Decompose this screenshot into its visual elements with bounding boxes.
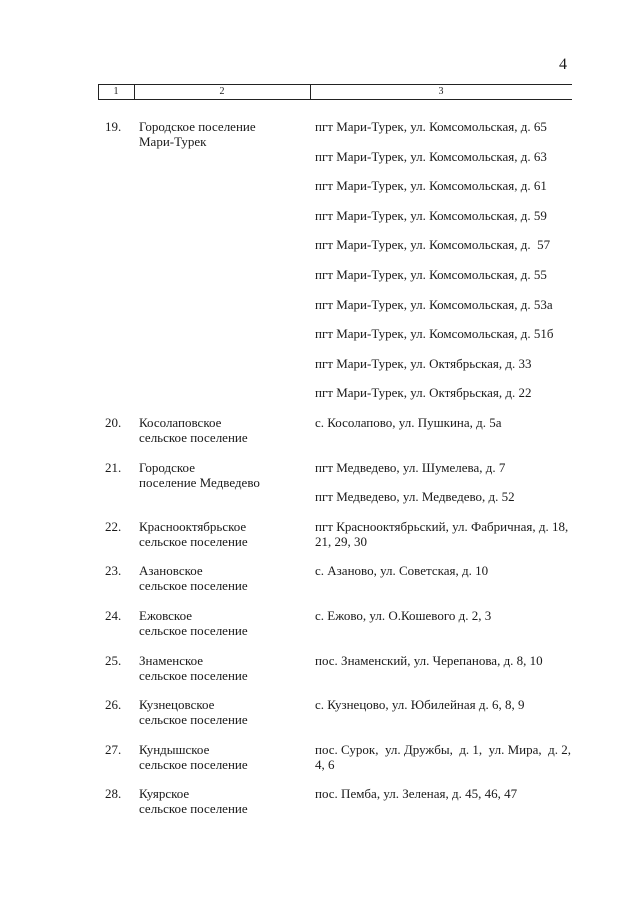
settlement-name (139, 460, 299, 490)
address: пос. Пемба, ул. Зеленая, д. 45, 46, 47 (315, 786, 518, 802)
settlement-name-line: Знаменское (139, 652, 204, 668)
settlement-name-line: сельское поселение (139, 622, 248, 638)
settlement-name-line: Городское (139, 459, 195, 475)
settlement-name (139, 415, 299, 445)
settlement-name-line: сельское поселение (139, 756, 248, 772)
row-number: 24. (105, 607, 122, 623)
address-list (315, 519, 575, 549)
settlement-name-line: Кундышское (139, 741, 210, 757)
settlement-name (139, 608, 299, 638)
address: пгт Медведево, ул. Шумелева, д. 7 (315, 459, 506, 475)
address: пгт Мари-Турек, ул. Комсомольская, д. 63 (315, 148, 547, 164)
settlement-name (139, 742, 299, 772)
address: пос. Сурок, ул. Дружбы, д. 1, ул. Мира, д. 2, 4, 6 (315, 741, 571, 772)
address-list (315, 697, 575, 712)
address: пгт Мари-Турек, ул. Комсомольская, д. 65 (315, 119, 547, 134)
settlement-name-line: Азановское (139, 563, 203, 579)
address: с. Азаново, ул. Советская, д. 10 (315, 563, 489, 579)
table-row (0, 697, 640, 727)
settlement-name-line: Городское поселение (139, 119, 256, 134)
address: с. Косолапово, ул. Пушкина, д. 5а (315, 414, 502, 430)
address-list (315, 119, 575, 400)
settlement-name-line: сельское поселение (139, 429, 248, 445)
address-list (315, 608, 575, 623)
settlement-name (139, 653, 299, 683)
row-number: 23. (105, 563, 122, 579)
address: пгт Мари-Турек, ул. Комсомольская, д. 53а (315, 296, 553, 312)
address: пгт Краснооктябрьский, ул. Фабричная, д. 18, 21, 29, 30 (315, 518, 569, 549)
table-row (0, 653, 640, 683)
table-row (0, 742, 640, 772)
row-number: 21. (105, 459, 122, 475)
address-list (315, 460, 575, 505)
settlement-name-line: Ежовское (139, 607, 193, 623)
settlement-name (139, 519, 299, 549)
table-header (98, 84, 572, 100)
address: с. Кузнецово, ул. Юбилейная д. 6, 8, 9 (315, 697, 525, 713)
table-row (0, 608, 640, 638)
address: пгт Мари-Турек, ул. Комсомольская, д. 61 (315, 178, 547, 194)
page-number: 4 (559, 56, 567, 73)
address: с. Ежово, ул. О.Кошевого д. 2, 3 (315, 607, 492, 623)
address: пгт Медведево, ул. Медведево, д. 52 (315, 489, 515, 505)
settlement-name-line: сельское поселение (139, 533, 248, 549)
address: пгт Мари-Турек, ул. Комсомольская, д. 59 (315, 207, 547, 223)
address-list (315, 742, 575, 772)
header-col-3: 3 (438, 86, 444, 97)
table-row (0, 460, 640, 505)
address: пгт Мари-Турек, ул. Октябрьская, д. 33 (315, 355, 532, 371)
row-number: 22. (105, 518, 122, 534)
header-col-1: 1 (113, 86, 119, 97)
settlement-name (139, 119, 299, 149)
table-row (0, 415, 640, 445)
row-number: 25. (105, 652, 122, 668)
address-list (315, 563, 575, 578)
address: пос. Знаменский, ул. Черепанова, д. 8, 10 (315, 652, 543, 668)
settlement-name-line: Косолаповское (139, 414, 222, 430)
row-number: 26. (105, 697, 122, 713)
settlement-name-line: Мари-Турек (139, 134, 207, 149)
address: пгт Мари-Турек, ул. Комсомольская, д. 57 (315, 237, 551, 253)
settlement-name (139, 563, 299, 593)
table-row (0, 519, 640, 549)
table-row (0, 119, 640, 400)
settlement-name-line: поселение Медведево (139, 474, 260, 490)
header-col-2: 2 (219, 86, 225, 97)
settlement-name-line: сельское поселение (139, 667, 248, 683)
settlement-name-line: сельское поселение (139, 801, 248, 817)
row-number: 19. (105, 119, 122, 134)
row-number: 28. (105, 786, 122, 802)
row-number: 27. (105, 741, 122, 757)
table-row (0, 786, 640, 816)
settlement-name-line: Кузнецовское (139, 697, 215, 713)
settlement-name-line: Краснооктябрьское (139, 518, 247, 534)
settlement-name-line: Куярское (139, 786, 190, 802)
settlement-name-line: сельское поселение (139, 712, 248, 728)
address-list (315, 415, 575, 430)
settlement-name-line: сельское поселение (139, 578, 248, 594)
table-row (0, 563, 640, 593)
address-list (315, 786, 575, 801)
address: пгт Мари-Турек, ул. Октябрьская, д. 22 (315, 385, 532, 401)
settlement-name (139, 697, 299, 727)
address-list (315, 653, 575, 668)
settlement-name (139, 786, 299, 816)
row-number: 20. (105, 414, 122, 430)
settlement-address-list (0, 119, 640, 816)
address: пгт Мари-Турек, ул. Комсомольская, д. 51б (315, 326, 554, 342)
address: пгт Мари-Турек, ул. Комсомольская, д. 55 (315, 266, 547, 282)
